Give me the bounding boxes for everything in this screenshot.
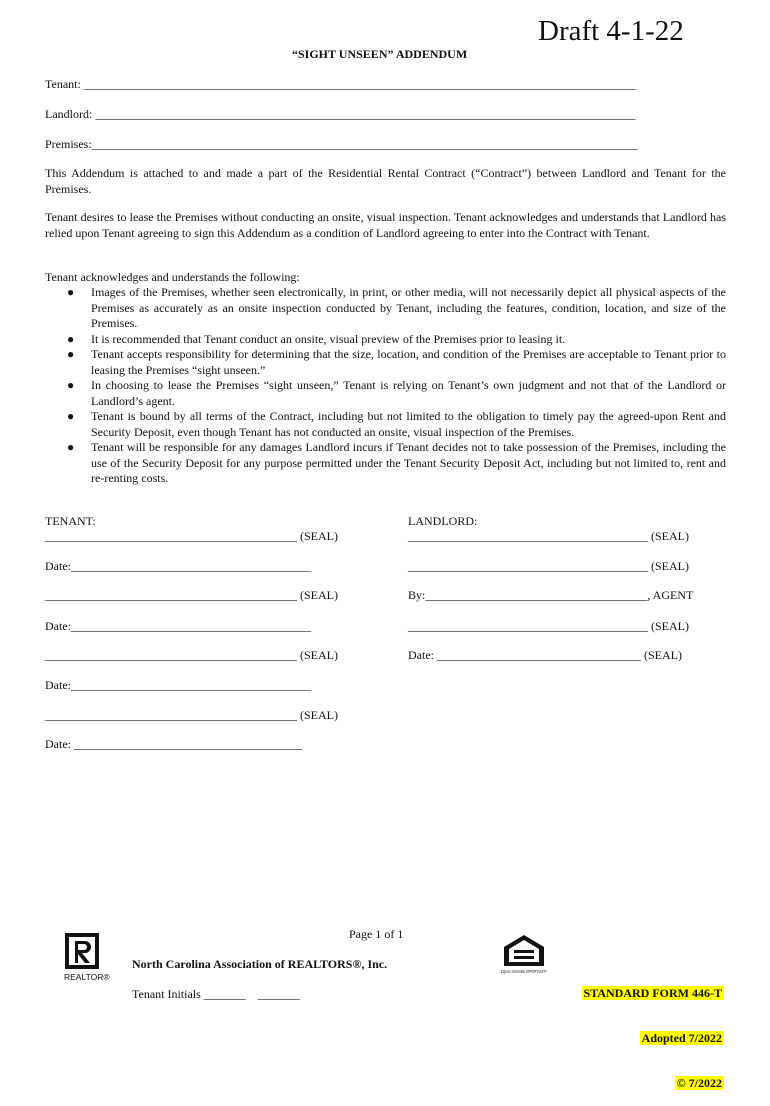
form-adopted: Adopted 7/2022 [641,1031,722,1045]
realtor-logo-icon [64,932,110,982]
tenant-date-line[interactable]: Date:________________________________________ [45,559,311,573]
form-label [582,956,724,1106]
bullet-icon: ● [67,409,75,423]
bullet-icon: ● [67,347,75,361]
tenant-signature-line[interactable]: __________________________________________ (SEAL) [45,648,338,662]
tenant-date-line[interactable]: Date:________________________________________ [45,619,311,633]
landlord-field[interactable]: Landlord: __________________________________________________________________________________________ [45,107,636,121]
bullet-icon: ● [67,285,75,299]
svg-text:EQUAL HOUSING OPPORTUNITY: EQUAL HOUSING OPPORTUNITY [501,969,547,974]
list-item: ● In choosing to lease the Premises “sight unseen,” Tenant is relying on Tenant’s own judgment and not that of the Landlord or Landlord’s agent. [67,378,726,408]
bullet-icon: ● [67,440,75,454]
premises-field[interactable]: Premises:___________________________________________________________________________________________ [45,137,638,151]
equal-housing-icon [500,933,548,981]
acknowledge-heading: Tenant acknowledges and understands the following: [45,270,300,284]
form-copyright: © 7/2022 [676,1076,722,1090]
tenant-signature-line[interactable]: __________________________________________ (SEAL) [45,588,338,602]
tenant-heading: TENANT: [45,514,96,528]
list-item: ● It is recommended that Tenant conduct an onsite, visual preview of the Premises prior to leasing it. [67,331,566,346]
tenant-date-line[interactable]: Date:________________________________________ [45,678,311,692]
bullet-icon: ● [67,378,75,392]
tenant-signature-line[interactable]: __________________________________________ (SEAL) [45,529,338,543]
acknowledgement-list [45,285,726,487]
form-number: STANDARD FORM 446-T [583,986,722,1000]
landlord-signature-line[interactable]: ________________________________________ (SEAL) [408,559,689,573]
list-item: ● Images of the Premises, whether seen electronically, in print, or other media, will not necessarily depict all physical aspects of the Premises as accurately as an onsite inspection conducted by Tenant, including the features, condition, location, and size of the Premises. [67,285,726,330]
tenant-initials-line[interactable]: Tenant Initials _______ _______ [132,987,300,1001]
page-number: Page 1 of 1 [349,927,404,941]
intro-paragraph: This Addendum is attached to and made a part of the Residential Rental Contract (“Contract”) between Landlord and Tenant for the Premises. [45,166,726,196]
desire-paragraph: Tenant desires to lease the Premises without conducting an onsite, visual inspection. Tenant acknowledges and understands that Landlord has relied upon Tenant agreeing to sign this Addendum as a condition of Landlord agreeing to enter into the Contract with Tenant. [45,210,726,240]
association-name: North Carolina Association of REALTORS®, Inc. [132,957,388,971]
tenant-signature-line[interactable]: __________________________________________ (SEAL) [45,708,338,722]
document-title: “SIGHT UNSEEN” ADDENDUM [292,47,468,61]
landlord-signature-line[interactable]: ________________________________________ (SEAL) [408,619,689,633]
list-item: ● Tenant is bound by all terms of the Contract, including but not limited to the obligation to timely pay the agreed-upon Rent and Security Deposit, even though Tenant has not conducted an onsite, visual inspection of the Premises. [67,409,726,439]
landlord-signature-line[interactable]: ________________________________________ (SEAL) [408,529,689,543]
landlord-date-line[interactable]: Date: __________________________________ (SEAL) [408,648,682,662]
list-item: ● Tenant will be responsible for any damages Landlord incurs if Tenant decides not to take possession of the Premises, including the use of the Security Deposit for any purpose permitted under the Tenant Security Deposit Act, including but not limited to, rent and re-renting costs. [67,440,726,485]
landlord-heading: LANDLORD: [408,514,478,528]
tenant-date-line[interactable]: Date: ______________________________________ [45,737,302,751]
list-item: ● Tenant accepts responsibility for determining that the size, location, and condition of the Premises are acceptable to Tenant prior to leasing the Premises “sight unseen.” [67,347,726,377]
landlord-agent-line[interactable]: By:_____________________________________, AGENT [408,588,694,602]
draft-label: Draft 4-1-22 [538,15,684,47]
bullet-icon: ● [67,331,75,346]
tenant-field[interactable]: Tenant: ____________________________________________________________________________________________ [45,77,636,91]
svg-text:REALTOR®: REALTOR® [64,972,110,982]
